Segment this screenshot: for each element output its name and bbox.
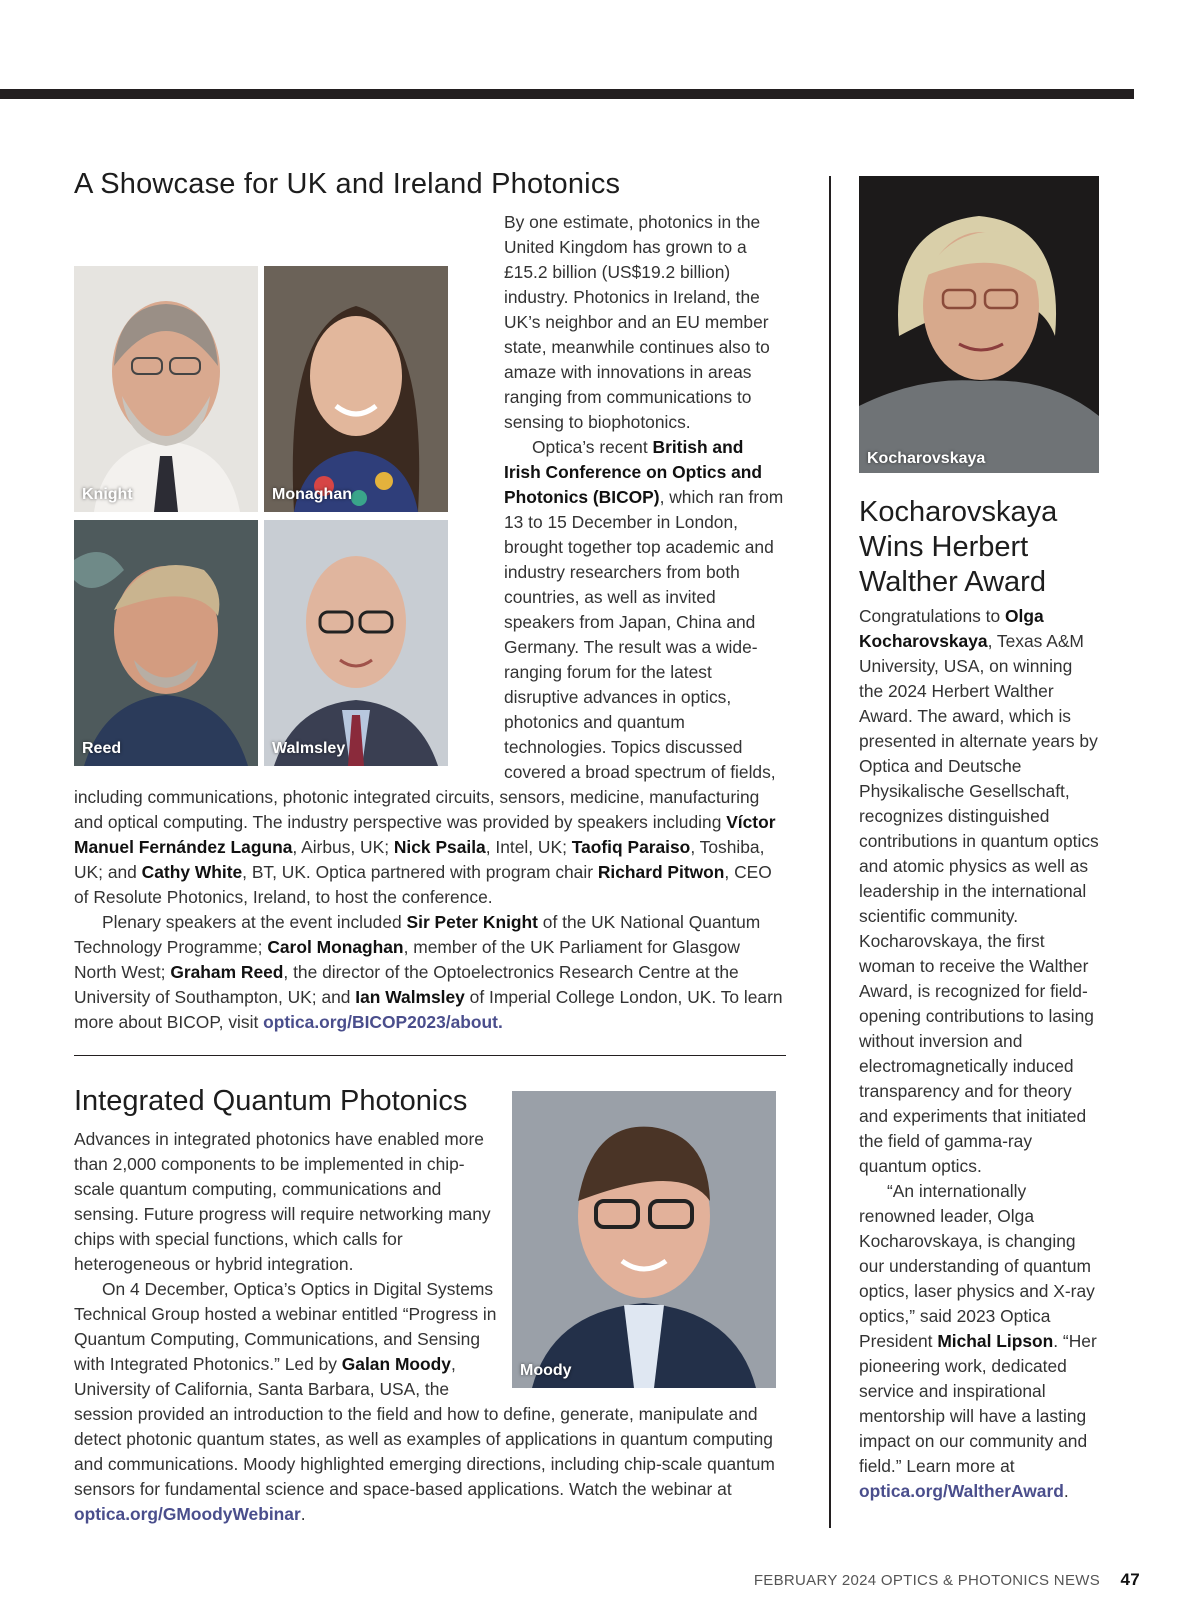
article-title-iqp: Integrated Quantum Photonics [74, 1085, 468, 1117]
link-moody-webinar[interactable]: optica.org/GMoodyWebinar [74, 1504, 301, 1524]
photo-moody [512, 1091, 776, 1388]
photo-caption-moody: Moody [520, 1362, 572, 1379]
column-rule [829, 176, 831, 1528]
section-rule [74, 1055, 786, 1056]
photo-grid [74, 266, 480, 776]
link-bicop[interactable]: optica.org/BICOP2023/about. [263, 1012, 503, 1032]
photo-caption-kocharovskaya: Kocharovskaya [867, 450, 986, 467]
photo-monaghan [264, 266, 448, 512]
page-number: 47 [1120, 1570, 1140, 1589]
photo-knight [74, 266, 258, 512]
paragraph-bicop: Optica’s recent British and Irish Conference on Optics and Photonics (BICOP), which ran from 13 to 15 December in London, brought together top academic and industry researchers from both countries, as well as invited speakers from Japan, China and Germany. The result was a wide-ranging forum for the latest disruptive advances in optics, photonics and quantum technologies. Topics discussed covered a broad spectrum of fields, including communications, photonic integrated circuits, sensors, medicine, manufacturing and optical computing. The industry perspective was provided by speakers including Víctor Manuel Fernández Laguna, Airbus, UK; Nick Psaila, Intel, UK; Taofiq Paraiso, Toshiba, UK; and Cathy White, BT, UK. Optica partnered with program chair Richard Pitwon, CEO of Resolute Photonics, Ireland, to host the conference. [74, 437, 784, 907]
top-rule [0, 89, 1134, 99]
page-footer [754, 1570, 1140, 1590]
photo-kocharovskaya [859, 176, 1099, 473]
photo-caption-reed: Reed [82, 740, 122, 757]
paragraph-iqp-webinar: On 4 December, Optica’s Optics in Digital Systems Technical Group hosted a webinar entitled “Progress in Quantum Computing, Communications, and Sensing with Integrated Photonics.” Led by Galan Moody, University of California, Santa Barbara, USA, the session provided an introduction to the field and how to define, generate, manipulate and detect photonic quantum states, as well as examples of applications in quantum computing and communications. Moody highlighted emerging directions, including chip-scale quantum sensors for fundamental science and space-based applications. Watch the webinar at optica.org/GMoodyWebinar. [74, 1279, 775, 1524]
paragraph-intro: By one estimate, photonics in the United Kingdom has grown to a £15.2 billion (US$19.2 billion) industry. Photonics in Ireland, the UK’s neighbor and an EU member state, meanwhile continues also to amaze with innovations in areas ranging from communications to sensing to biophotonics. [504, 212, 770, 432]
article-title-walther-award: Kocharovskaya Wins Herbert Walther Award [859, 496, 1058, 598]
footer-issue: FEBRUARY 2024 [753, 1572, 877, 1589]
paragraph-award-quote: “An internationally renowned leader, Olga Kocharovskaya, is changing our understanding of quantum optics, laser physics and X-ray optics,” said 2023 Optica President Michal Lipson. “Her pioneering work, dedicated service and inspirational mentorship will have a lasting impact on our community and field.” Learn more at optica.org/WaltherAward. [859, 1181, 1097, 1501]
article-body-showcase [74, 210, 784, 1035]
article-title-showcase: A Showcase for UK and Ireland Photonics [74, 168, 621, 200]
paragraph-plenary: Plenary speakers at the event included Sir Peter Knight of the UK National Quantum Technology Programme; Carol Monaghan, member of the UK Parliament for Glasgow North West; Graham Reed, the director of the Optoelectronics Research Centre at the University of Southampton, UK; and Ian Walmsley of Imperial College London, UK. To learn more about BICOP, visit optica.org/BICOP2023/about. [74, 912, 783, 1032]
link-walther-award[interactable]: optica.org/WaltherAward [859, 1481, 1064, 1501]
article-body-iqp [74, 1127, 786, 1527]
photo-moody-wrap [512, 1091, 786, 1388]
photo-walmsley [264, 520, 448, 766]
photo-reed [74, 520, 258, 766]
paragraph-award: Congratulations to Olga Kocharovskaya, Texas A&M University, USA, on winning the 2024 Herbert Walther Award. The award, which is presented in alternate years by Optica and Deutsche Physikalische Gesellschaft, recognizes distinguished contributions in quantum optics and atomic physics as well as leadership in the international scientific community. Kocharovskaya, the first woman to receive the Walther Award, is recognized for field-opening contributions to lasing without inversion and electromagnetically induced transparency and for theory and experiments that initiated the field of gamma-ray quantum optics. [859, 606, 1099, 1176]
photo-caption-monaghan: Monaghan [272, 486, 352, 503]
footer-magazine: OPTICS & PHOTONICS NEWS [880, 1572, 1101, 1589]
article-body-walther-award [859, 604, 1099, 1504]
photo-caption-walmsley: Walmsley [272, 740, 346, 757]
paragraph-iqp-intro: Advances in integrated photonics have enabled more than 2,000 components to be implemented in chip-scale quantum computing, communications and sensing. Future progress will require networking many chips with special functions, which calls for heterogeneous or hybrid integration. [74, 1129, 491, 1274]
photo-caption-knight: Knight [82, 486, 133, 503]
